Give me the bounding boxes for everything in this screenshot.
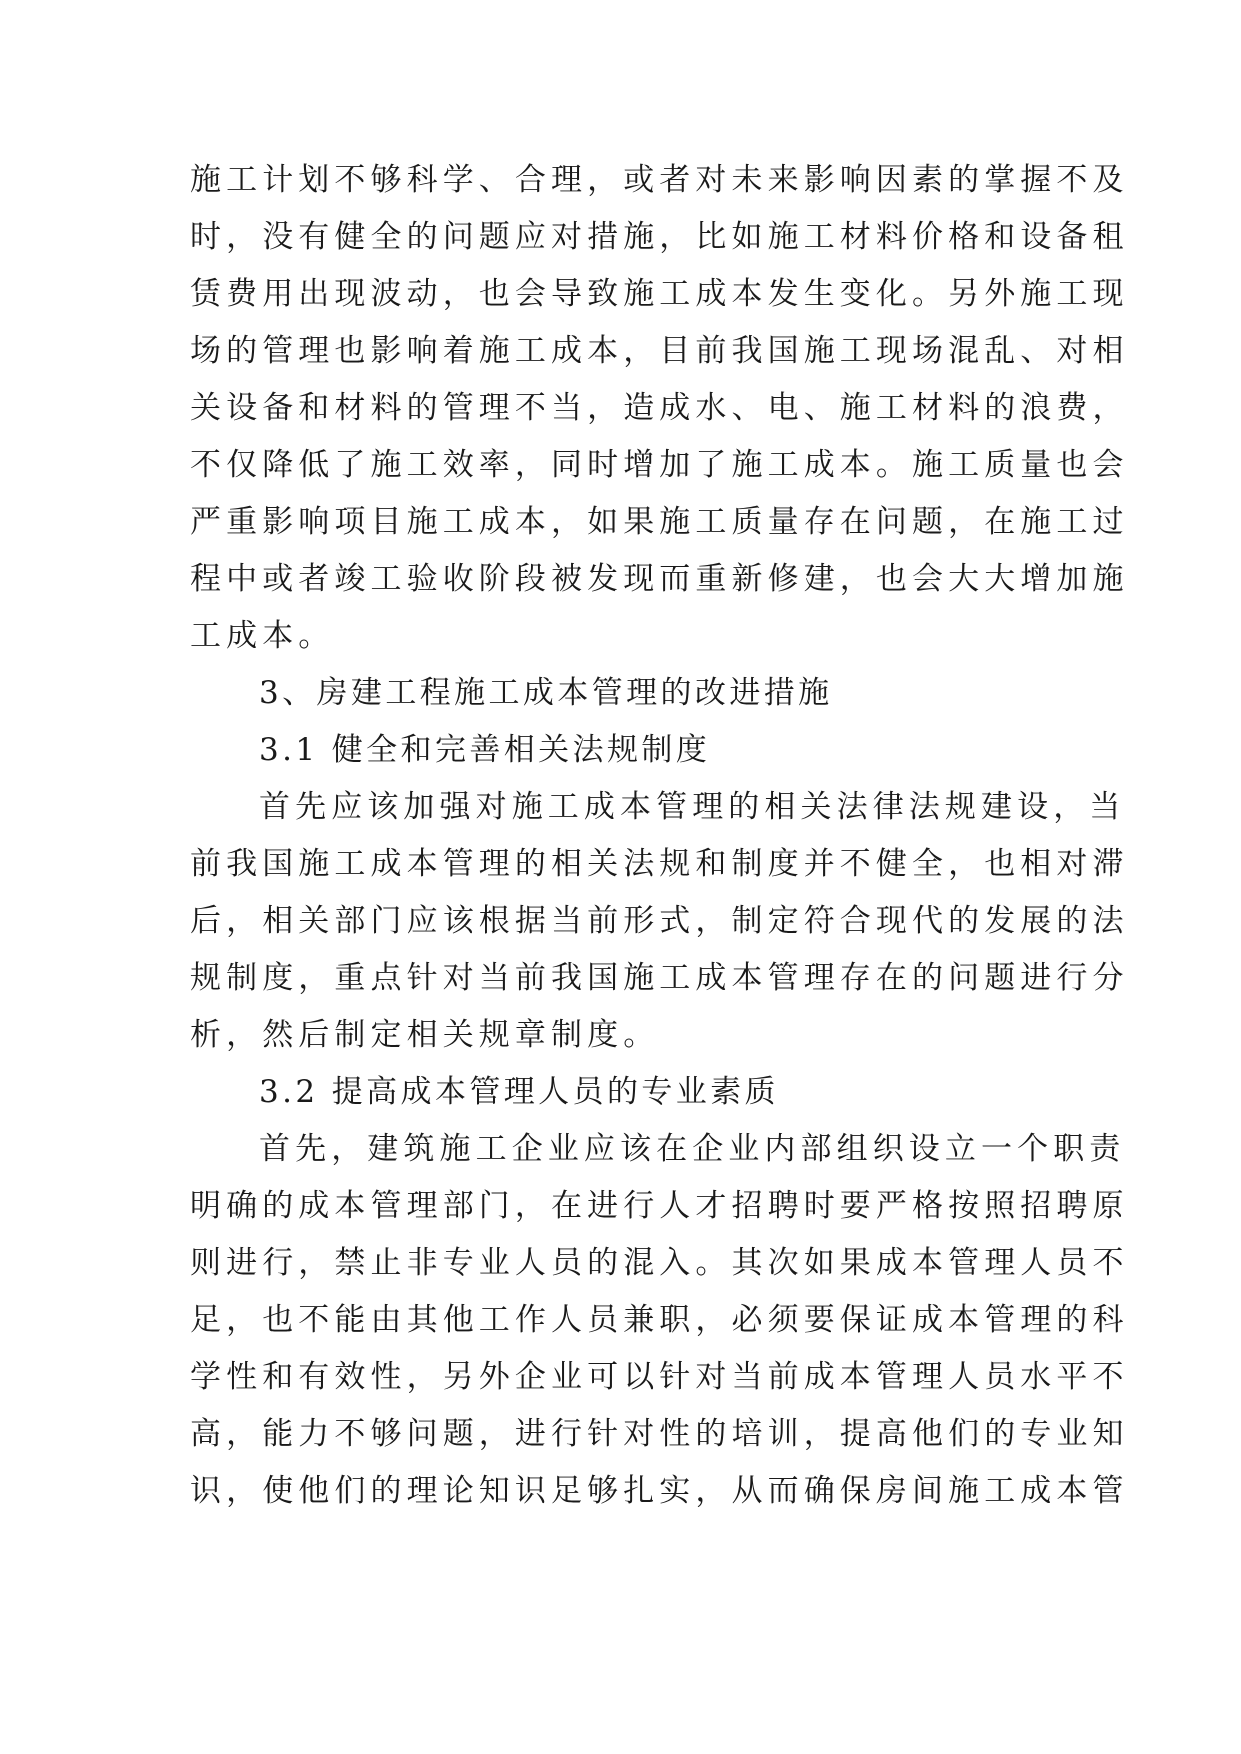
- text-line: 则进行，禁止非专业人员的混入。其次如果成本管理人员不: [190, 1245, 1129, 1281]
- text-line: 不仅降低了施工效率，同时增加了施工成本。施工质量也会: [190, 447, 1129, 483]
- text-line: 关设备和材料的管理不当，造成水、电、施工材料的浪费，: [190, 390, 1129, 426]
- paragraph-continuation: [190, 152, 1129, 665]
- paragraph-3-2: [190, 1121, 1129, 1520]
- text-line: 严重影响项目施工成本，如果施工质量存在问题，在施工过: [190, 504, 1129, 540]
- text-line: 首先应该加强对施工成本管理的相关法律法规建设，当: [259, 789, 1126, 825]
- paragraph-3-1: [190, 779, 1129, 1064]
- text-line: 首先，建筑施工企业应该在企业内部组织设立一个职责: [259, 1131, 1126, 1167]
- text-line: 工成本。: [190, 618, 335, 654]
- text-line: 析，然后制定相关规章制度。: [190, 1017, 660, 1053]
- text-line: 后，相关部门应该根据当前形式，制定符合现代的发展的法: [190, 903, 1129, 939]
- section-3-title: 3、房建工程施工成本管理的改进措施: [259, 675, 833, 711]
- text-line: 明确的成本管理部门，在进行人才招聘时要严格按照招聘原: [190, 1188, 1129, 1224]
- subsection-heading: [190, 722, 1056, 779]
- section-3-2-title: 3.2 提高成本管理人员的专业素质: [259, 1074, 779, 1110]
- text-line: 足，也不能由其他工作人员兼职，必须要保证成本管理的科: [190, 1302, 1129, 1338]
- section-3-1-title: 3.1 健全和完善相关法规制度: [259, 732, 711, 768]
- text-line: 识，使他们的理论知识足够扎实，从而确保房间施工成本管: [190, 1473, 1129, 1509]
- text-line: 程中或者竣工验收阶段被发现而重新修建，也会大大增加施: [190, 561, 1129, 597]
- text-line: 学性和有效性，另外企业可以针对当前成本管理人员水平不: [190, 1359, 1129, 1395]
- subsection-heading: [190, 1064, 1056, 1121]
- text-line: 赁费用出现波动，也会导致施工成本发生变化。另外施工现: [190, 276, 1129, 312]
- text-line: 场的管理也影响着施工成本，目前我国施工现场混乱、对相: [190, 333, 1129, 369]
- text-line: 施工计划不够科学、合理，或者对未来影响因素的掌握不及: [190, 162, 1129, 198]
- document-body: [190, 152, 1129, 1520]
- text-line: 时，没有健全的问题应对措施，比如施工材料价格和设备租: [190, 219, 1129, 255]
- text-line: 高，能力不够问题，进行针对性的培训，提高他们的专业知: [190, 1416, 1129, 1452]
- text-line: 规制度，重点针对当前我国施工成本管理存在的问题进行分: [190, 960, 1129, 996]
- section-heading: [190, 665, 1056, 722]
- text-line: 前我国施工成本管理的相关法规和制度并不健全，也相对滞: [190, 846, 1129, 882]
